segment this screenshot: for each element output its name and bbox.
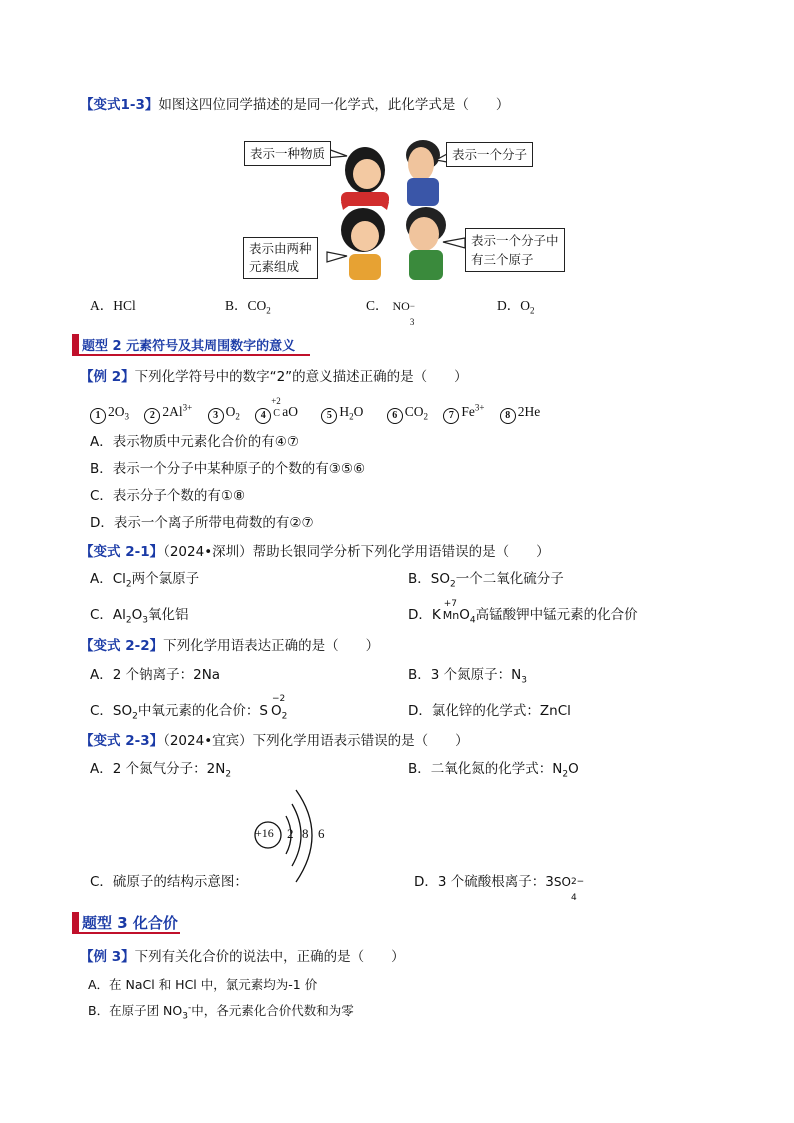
symbol-item-6: 6 $CO_2$ <box>387 404 428 419</box>
option-c[interactable]: C．$Al_2O_3$氧化铝 <box>90 607 189 626</box>
question-2-1-stem: 【变式 2-1】（2024•深圳）帮助长银同学分析下列化学用语错误的是（ ） <box>80 544 550 560</box>
section-banner-2: 题型 2 元素符号及其周围数字的意义 <box>72 334 312 354</box>
symbol-list <box>90 396 541 424</box>
option-b[interactable]: B．表示一个分子中某种原子的个数的有③⑤⑥ <box>90 461 366 477</box>
speech-bubble-molecule: 表示一个分子 <box>446 142 533 167</box>
symbol-item-1: 1 $2O_3$ <box>90 404 129 419</box>
speech-bubble-two-elements: 表示由两种 元素组成 <box>243 237 318 279</box>
question-1-3-stem: 【变式1-3】如图这四位同学描述的是同一化学式，此化学式是（ ） <box>80 97 510 113</box>
question-2-2-stem: 【变式 2-2】下列化学用语表达正确的是（ ） <box>80 638 380 654</box>
option-b[interactable]: B．$CO_2$ <box>225 298 271 316</box>
option-b[interactable]: B．$SO_2$一个二氧化硫分子 <box>408 571 564 590</box>
symbol-item-2: 2 $2Al^{3+}$ <box>144 404 192 419</box>
option-c[interactable]: C． NO − 3 <box>366 297 418 315</box>
option-d[interactable]: D．$O_2$ <box>497 298 535 316</box>
option-a[interactable]: A．2 个钠离子：2Na <box>90 667 221 683</box>
option-a[interactable]: A．在 NaCl 和 HCl 中，氯元素均为-1 价 <box>88 977 318 992</box>
question-2-3-stem: 【变式 2-3】（2024•宜宾）下列化学用语表示错误的是（ ） <box>80 733 469 749</box>
nitrate-formula: NO − 3 <box>392 299 415 327</box>
symbol-item-4: 4 +2 C aO <box>255 404 298 419</box>
option-b[interactable]: B．二氧化氮的化学式：$N_2O$ <box>408 761 579 780</box>
option-a[interactable]: A．2 个氮气分子：$2N_2$ <box>90 761 232 780</box>
symbol-item-7: 7 $Fe^{3+}$ <box>443 404 484 419</box>
sulfur-atom-diagram <box>248 786 338 886</box>
student-girl-bottom-left <box>341 208 385 280</box>
speech-bubble-substance: 表示一种物质 <box>244 141 331 166</box>
symbol-item-3: 3 $O_2$ <box>208 404 240 419</box>
option-a[interactable]: A．$Cl_2$两个氯原子 <box>90 571 200 590</box>
option-c[interactable]: C．$SO_2$中氧元素的化合价：S −2 $O_2$ <box>90 694 288 722</box>
option-a[interactable]: A．表示物质中元素化合价的有④⑦ <box>90 434 299 450</box>
example-2-stem: 【例 2】下列化学符号中的数字“2”的意义描述正确的是（ ） <box>80 369 468 385</box>
section-banner-3: 题型 3 化合价 <box>72 912 182 932</box>
student-boy-top-right <box>406 140 440 206</box>
option-d[interactable]: D．3 个硫酸根离子：3SO 2− 4 <box>414 874 585 903</box>
option-c[interactable]: C．硫原子的结构示意图： <box>90 874 248 890</box>
student-boy-bottom-right <box>406 207 446 280</box>
symbol-item-8: 8 2He <box>500 404 541 419</box>
sulfate-formula: SO 2− 4 <box>553 875 585 903</box>
shell-1-electrons: 2 <box>287 826 294 841</box>
four-students-illustration <box>243 130 573 280</box>
symbol-item-5: 5 $H_2O$ <box>321 404 363 419</box>
speech-bubble-three-atoms: 表示一个分子中 有三个原子 <box>465 228 565 272</box>
example-3-stem: 【例 3】下列有关化合价的说法中，正确的是（ ） <box>80 949 405 965</box>
option-d[interactable]: D．K +7 MnO$_4$高锰酸钾中锰元素的化合价 <box>408 599 638 626</box>
shell-3-electrons: 6 <box>318 826 325 841</box>
option-b[interactable]: B．3 个氮原子：$N_3$ <box>408 667 527 686</box>
option-a[interactable]: A．HCl <box>90 298 136 313</box>
shell-2-electrons: 8 <box>302 826 309 841</box>
option-c[interactable]: C．表示分子个数的有①⑧ <box>90 488 246 504</box>
student-girl-top-left <box>341 147 389 210</box>
nucleus-charge: +16 <box>255 826 274 840</box>
option-b[interactable]: B．在原子团 $NO_3^-$中，各元素化合价代数和为零 <box>88 1002 354 1022</box>
option-d[interactable]: D．表示一个离子所带电荷数的有②⑦ <box>90 515 314 531</box>
option-d[interactable]: D．氯化锌的化学式：ZnCl <box>408 703 571 719</box>
question-tag: 【变式1-3】 <box>80 97 159 113</box>
